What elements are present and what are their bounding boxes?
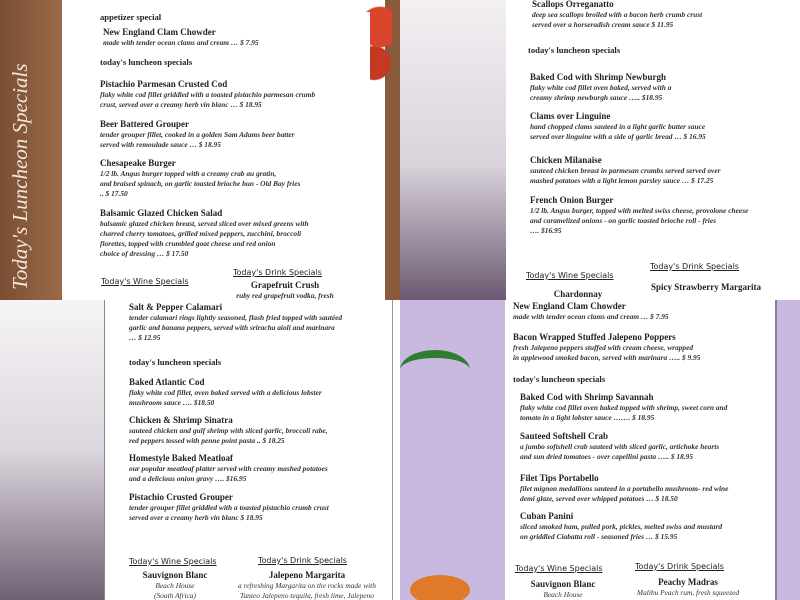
menu-item-desc: made with tender ocean clams and cream … $ 7.95: [513, 312, 669, 321]
menu-item-name: Beer Battered Grouper: [100, 119, 189, 129]
menu-item-desc: 1/2 lb. Angus burger topped with a creamy crab au gratin, and braised spinach, on garlic toasted brioche bun - Old Bay fries .. $ 17.50: [100, 169, 301, 198]
menu-item-name: Chesapeake Burger: [100, 158, 176, 168]
menu-item-name: Homestyle Baked Meatloaf: [129, 453, 233, 463]
menu-item-name: Chicken Milanaise: [530, 155, 602, 165]
menu-item-name: Salt & Pepper Calamari: [129, 302, 223, 312]
drink-name: Spicy Strawberry Margarita: [651, 282, 761, 292]
side-title: Today's Luncheon Specials: [8, 63, 32, 290]
wine-desc: Beach House: [543, 590, 583, 599]
luncheon-heading: today's luncheon specials: [100, 57, 193, 67]
wine-name: Sauvignon Blanc: [142, 570, 208, 580]
menu-item-desc: flaky white cod fillet, oven baked served with a delicious lobster mushroom sauce …. $18.50: [129, 388, 322, 407]
menu-item-desc: sauteed chicken breast in parmesan crumbs served served over mashed potatoes with a light lemon parsley sauce … $ 17.25: [530, 166, 721, 185]
wine-desc: Beach House (South Africa): [154, 581, 196, 600]
menu-item-name: Sauteed Softshell Crab: [520, 431, 609, 441]
palm-tree-image: [400, 300, 505, 600]
menu-item-desc: tender grouper fillet, cooked in a golden Sam Adams beer batter served with remoulade sauce … $ 18.95: [100, 130, 295, 149]
menu-item-name: Filet Tips Portabello: [520, 473, 599, 483]
menu-item-name: Bacon Wrapped Stuffed Jalepeno Poppers: [513, 332, 676, 342]
appetizer-heading: appetizer special: [100, 12, 162, 22]
drink-name: Peachy Madras: [658, 577, 718, 587]
luncheon-heading: today's luncheon specials: [513, 374, 606, 384]
drink-name: Jalepeno Margarita: [268, 570, 346, 580]
menu-item-name: Clams over Linguine: [530, 111, 611, 121]
menu-item-name: Pistachio Crusted Grouper: [129, 492, 233, 502]
luncheon-heading: today's luncheon specials: [528, 45, 621, 55]
menu-item-name: Baked Atlantic Cod: [129, 377, 205, 387]
harbor-boat-image: [400, 0, 506, 300]
drink-desc: ruby red grapefruit vodka, fresh: [236, 291, 334, 300]
menu-item-desc: our popular meatloaf platter served with creamy mashed potatoes and a delicious onion gravy …. $16.95: [129, 464, 328, 483]
brown-side-strip: [0, 0, 62, 300]
wine-name: Chardonnay: [553, 289, 603, 299]
menu-item-desc: tender calamari rings lightly seasoned, flash fried topped with sautéed garlic and banana peppers, served with sriracha aioli and marinara … $ 12.95: [129, 313, 343, 342]
menu-item-desc: tender grouper fillet griddled with a toasted pistachio crumb crust served over a creamy herb vin blanc $ 18.95: [129, 503, 329, 522]
wine-specials-heading: Today's Wine Specials: [101, 277, 189, 286]
menu-panel-4: [400, 300, 800, 600]
menu-item-desc: filet mignon medallions sauteed in a portabello mushroom- red wine demi glaze, served over whipped potatoes … $ 18.50: [520, 484, 729, 503]
menu-panel-1: [0, 0, 400, 300]
menu-item-desc: fresh Jalepeno peppers stuffed with cream cheese, wrapped in applewood smoked bacon, served with marinara ….. $ 9.95: [513, 343, 701, 362]
menu-panel-2: [400, 0, 800, 300]
drink-specials-heading: Today's Drink Specials: [635, 562, 724, 571]
menu-item-desc: deep sea scallops broiled with a bacon herb crumb crust served over a horseradish cream sauce $ 11.95: [532, 10, 703, 29]
drink-name: Grapefruit Crush: [250, 280, 320, 290]
lavender-right-strip: [775, 300, 800, 600]
sunset-image: [410, 575, 470, 600]
wine-specials-heading: Today's Wine Specials: [526, 271, 614, 280]
menu-item-name: Scallops Orreganatto: [532, 0, 614, 9]
menu-item-desc: hand chopped clams sauteed in a light garlic butter sauce served over linguine with a side of garlic bread … $ 16.95: [530, 122, 706, 141]
menu-item-desc: a jumbo softshell crab sauteed with sliced garlic, artichoke hearts and sun dried tomatoes - over capellini pasta ….. $ 18.95: [520, 442, 720, 461]
luncheon-heading: today's luncheon specials: [129, 357, 222, 367]
drink-specials-heading: Today's Drink Specials: [258, 556, 347, 565]
menu-item-desc: flaky white cod fillet oven baked, served with a creamy shrimp newburgh sauce ….. $18.95: [530, 83, 672, 102]
palm-leaf: [400, 350, 470, 390]
menu-item-name: New England Clam Chowder: [513, 301, 626, 311]
menu-item-name: Baked Cod with Shrimp Savannah: [520, 392, 654, 402]
menu-item-name: Cuban Panini: [520, 511, 574, 521]
menu-item-desc: 1/2 lb. Angus burger, topped with melted swiss cheese, provolone cheese and caramelized onions - on garlic toasted brioche roll - fries …. $16.95: [530, 206, 749, 235]
menu-panel-3: [0, 300, 400, 600]
menu-item-desc: sauteed chicken and gulf shrimp with sliced garlic, broccoli rabe, red peppers tossed with penne point pasta .. $ 18.25: [129, 426, 328, 445]
harbor-boat-image: [0, 300, 104, 600]
menu-item-desc: balsamic glazed chicken breast, served sliced over mixed greens with charred cherry tomatoes, grilled mixed peppers, zucchini, broccoli florettes, topped with crumbled goat cheese and red onion choice of dressing … $ 17.50: [100, 219, 309, 258]
menu-item-desc: made with tender ocean clams and cream … $ 7.95: [103, 38, 259, 47]
menu-item-desc: sliced smoked ham, pulled pork, pickles, melted swiss and mustard on griddled Ciabatta roll - seasoned fries … $ 15.95: [520, 522, 723, 541]
drink-specials-heading: Today's Drink Specials: [650, 262, 739, 271]
menu-item-name: Balsamic Glazed Chicken Salad: [100, 208, 223, 218]
menu-item-name: Baked Cod with Shrimp Newburgh: [530, 72, 667, 82]
menu-item-desc: flaky white cod fillet oven baked topped with shrimp, sweet corn and tomato in a light lobster sauce ……. $ 18.95: [520, 403, 728, 422]
menu-item-desc: flaky white cod fillet griddled with a toasted pistachio parmesan crumb crust, served over a creamy herb vin blanc … $ 18.95: [100, 90, 316, 109]
wine-specials-heading: Today's Wine Specials: [129, 557, 217, 566]
menu-item-name: Pistachio Parmesan Crusted Cod: [100, 79, 228, 89]
wine-name: Sauvignon Blanc: [530, 579, 596, 589]
menu-item-name: French Onion Burger: [530, 195, 614, 205]
wine-specials-heading: Today's Wine Specials: [515, 564, 603, 573]
drink-specials-heading: Today's Drink Specials: [233, 268, 322, 277]
drink-desc: Malibu Peach rum, fresh squeezed: [636, 588, 740, 597]
menu-item-name: New England Clam Chowder: [103, 27, 216, 37]
page-border: [392, 300, 393, 600]
page-border: [104, 300, 105, 600]
drink-desc: a refreshing Margarita on the rocks made with Tanteo Jalepeno tequila, fresh lime, Jalepeno: [238, 581, 376, 600]
menu-item-name: Chicken & Shrimp Sinatra: [129, 415, 233, 425]
